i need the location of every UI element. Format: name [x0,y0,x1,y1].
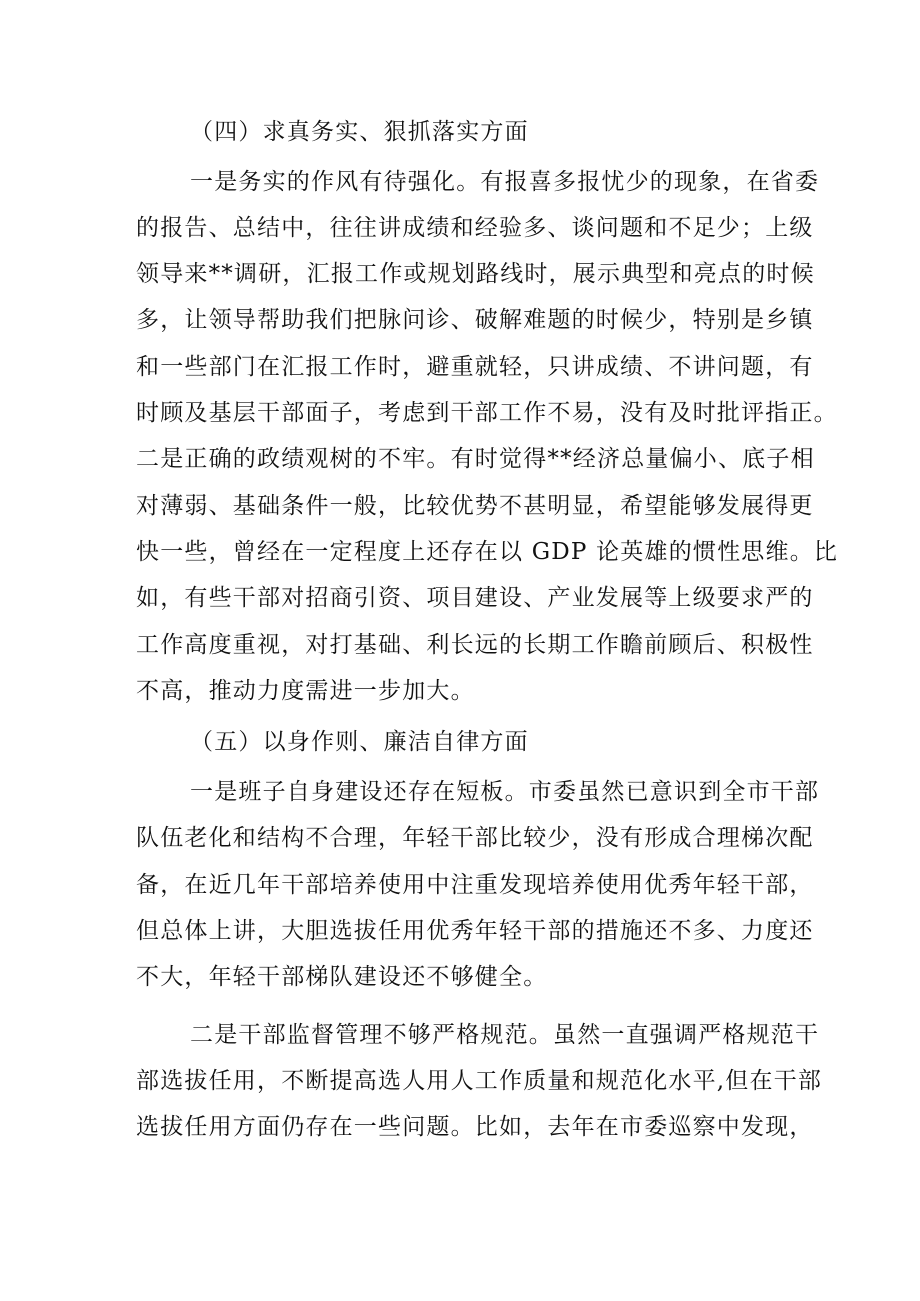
section-4-paragraph-line: 对薄弱、基础条件一般，比较优势不甚明显，希望能够发展得更 [136,493,814,519]
section-4-paragraph-line: 一是务实的作风有待强化。有报喜多报忧少的现象，在省委 [190,169,820,195]
section-5-paragraph-2-line: 选拔任用方面仍存在一些问题。比如，去年在市委巡察中发现， [136,1114,814,1140]
section-4-paragraph-line: 工作高度重视，对打基础、利长远的长期工作瞻前顾后、积极性 [136,632,814,658]
section-4-heading: （四）求真务实、狠抓落实方面 [190,119,529,145]
section-5-paragraph-1-line: 备，在近几年干部培养使用中注重发现培养使用优秀年轻干部， [136,872,814,898]
section-5-paragraph-2-line: 二是干部监督管理不够严格规范。虽然一直强调严格规范干 [190,1022,820,1048]
section-5-paragraph-2-line: 部选拔任用，不断提高选人用人工作质量和规范化水平,但在干部 [136,1068,823,1094]
section-4-paragraph-line: 不高，推动力度需进一步加大。 [136,678,475,704]
section-4-paragraph-line: 快一些，曾经在一定程度上还存在以 GDP 论英雄的惯性思维。比 [136,539,839,565]
section-5-heading: （五）以身作则、廉洁自律方面 [190,729,529,755]
section-5-paragraph-1-line: 不大，年轻干部梯队建设还不够健全。 [136,964,548,990]
section-4-paragraph-line: 时顾及基层干部面子，考虑到干部工作不易，没有及时批评指正。 [136,400,838,426]
section-4-paragraph-line: 领导来**调研，汇报工作或规划路线时，展示典型和亮点的时候 [136,261,815,287]
section-4-paragraph-line: 如，有些干部对招商引资、项目建设、产业发展等上级要求严的 [136,585,814,611]
section-4-paragraph-line: 二是正确的政绩观树的不牢。有时觉得**经济总量偏小、底子相 [136,446,815,472]
section-5-paragraph-1-line: 一是班子自身建设还存在短板。市委虽然已意识到全市干部 [190,779,820,805]
section-4-paragraph-line: 多，让领导帮助我们把脉问诊、破解难题的时候少，特别是乡镇 [136,307,814,333]
section-4-paragraph-line: 和一些部门在汇报工作时，避重就轻，只讲成绩、不讲问题，有 [136,354,814,380]
section-4-paragraph-line: 的报告、总结中，往往讲成绩和经验多、谈问题和不足少；上级 [136,215,814,241]
section-5-paragraph-1-line: 队伍老化和结构不合理，年轻干部比较少，没有形成合理梯次配 [136,825,814,851]
section-5-paragraph-1-line: 但总体上讲，大胆选拔任用优秀年轻干部的措施还不多、力度还 [136,918,814,944]
